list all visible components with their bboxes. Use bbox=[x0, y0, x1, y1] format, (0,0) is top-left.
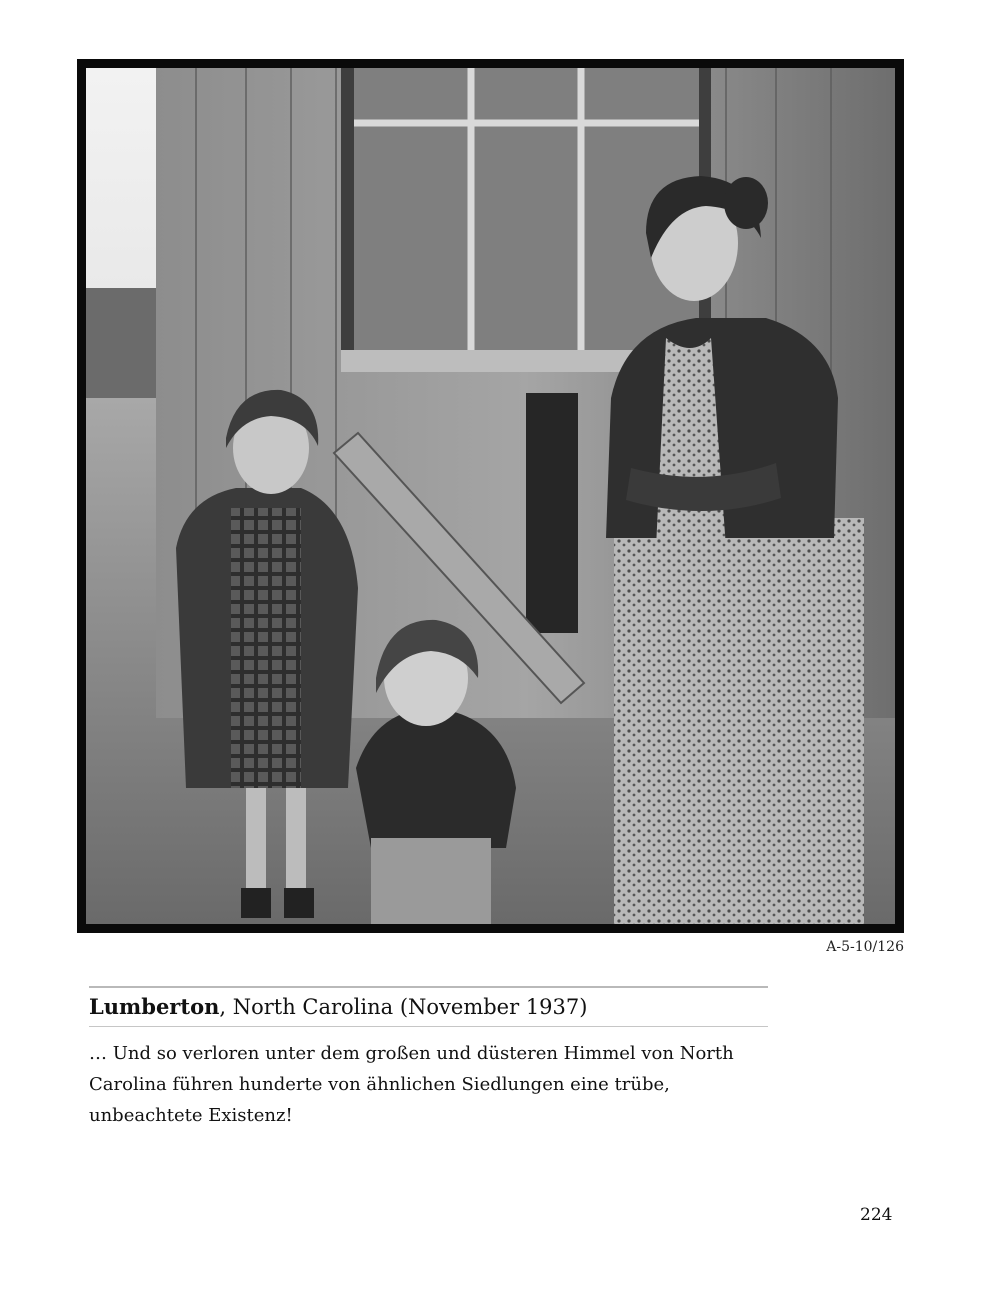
photograph-frame bbox=[77, 59, 904, 933]
caption-title bbox=[89, 994, 587, 1019]
caption-body: … Und so verloren unter dem großen und düsteren Himmel von North Carolina führen hunderte von ähnlichen Siedlungen eine trübe, unbeachtete Existenz! bbox=[89, 1043, 734, 1126]
caption-location-date: , North Carolina (November 1937) bbox=[219, 995, 588, 1019]
photograph bbox=[86, 68, 895, 924]
caption-place: Lumberton bbox=[89, 994, 220, 1019]
caption-bottom-rule bbox=[89, 1026, 768, 1027]
caption-top-rule bbox=[89, 986, 768, 988]
photo-reference-id: A-5-10/126 bbox=[826, 939, 904, 955]
page-number: 224 bbox=[860, 1205, 893, 1225]
